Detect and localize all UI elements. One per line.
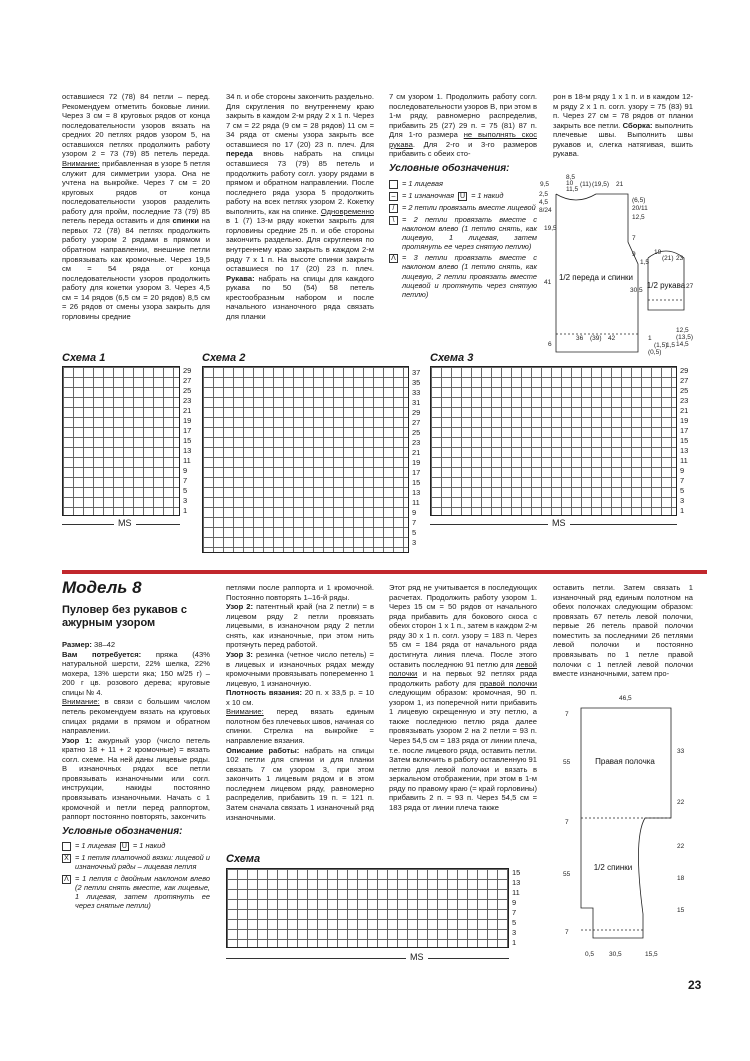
legend-item: Λ = 3 петли провязать вместе с наклоном влево (1 петлю снять, как лицевую, 2 петли провязать вместе лицевой и протянуть через снятую петлю)	[389, 253, 537, 299]
dim-label: 4,5	[539, 199, 549, 206]
schematic-label: 1/2 переда и спинки	[558, 273, 634, 282]
dim-label: 1,5	[640, 259, 650, 266]
dim-label: 10	[566, 180, 574, 187]
page-number: 23	[688, 978, 702, 992]
paragraph: Внимание: в связи с большим числом петель рекомендуем вязать на круговых спицах рядами в прямом и обратном направлении.	[62, 697, 210, 736]
svg-text:18: 18	[677, 875, 685, 882]
paragraph: Размер: 38–42	[62, 640, 116, 649]
schematic-label: 1/2 спинки	[593, 863, 633, 872]
ssk-icon: \	[389, 216, 398, 225]
dim-label: 27	[686, 283, 694, 290]
ms-rule	[430, 524, 548, 525]
dim-label: 1	[648, 335, 652, 342]
ms-rule	[570, 524, 677, 525]
dim-label: (11)	[580, 181, 592, 188]
svg-text:33: 33	[677, 748, 685, 755]
ms-label: MS	[552, 518, 566, 528]
dim-label: (39)	[590, 335, 602, 342]
dim-label: 21	[616, 181, 624, 188]
paragraph: Внимание: перед вязать единым полотном без плечевых швов, начиная со спинки. Стрелка на выкройке = направление вязания.	[226, 707, 374, 745]
row-numbers: 37 35 33 31 29 27 25 23 21 19 17 15 13 11 9 7 5 3	[412, 368, 421, 547]
dim-label: 42	[608, 335, 616, 342]
svg-text:7: 7	[565, 711, 569, 718]
legend-item: – = 1 изнаночная U = 1 накид	[389, 191, 537, 201]
legend-item: X = 1 петля платочной вязки: лицевой и изнаночный ряды – лицевая петля	[62, 853, 210, 871]
dim-label: (19,5)	[592, 181, 609, 188]
row-numbers: 29 27 25 23 21 19 17 15 13 11 9 7 5 3 1	[680, 366, 689, 515]
schematic-label: 1/2 рукава	[646, 281, 686, 290]
ms-label: MS	[118, 518, 132, 528]
text-column-7	[389, 583, 537, 813]
chart-title: Схема 2	[202, 352, 246, 364]
schematic-vest	[553, 688, 703, 966]
svg-text:0,5: 0,5	[585, 951, 595, 958]
dim-label: 19,5	[544, 225, 557, 232]
paragraph: рон в 18-м ряду 1 х 1 п. и в каждом 12-м ряду 2 х 1 п. согл. узору = 75 (83) 91 п. Через 27 см = 78 рядов от планки закрыть все петли. Сборка: выполнить плечевые швы. Выполнить швы рукавов и, слегка натягивая, вшить рукава.	[553, 92, 693, 159]
dim-label: 14,5	[676, 341, 689, 348]
ms-rule	[428, 958, 509, 959]
svg-text:55: 55	[563, 871, 571, 878]
front-outline	[581, 708, 671, 938]
legend-item: Λ = 1 петля с двойным наклоном влево (2 петли снять вместе, как лицевые, 1 лицевая, затем протянуть ее через снятые петли)	[62, 874, 210, 911]
row-numbers: 15 13 11 9 7 5 3 1	[512, 868, 521, 947]
legend-item: / = 2 петли провязать вместе лицевой	[389, 203, 537, 213]
dim-label: 9,5	[540, 181, 550, 188]
legend-item: = 1 лицевая U = 1 накид	[62, 841, 210, 851]
paragraph: Вам потребуется: пряжа (43% натуральной шерсти, 22% шелка, 22% мохера, 13% шерсти яка; 150 м/25 г) – 200 г цв. розового дерева; круговые спицы № 4.	[62, 649, 210, 697]
paragraph: Узор 1: ажурный узор (число петель кратно 18 + 11 + 2 кромочные) = вязать согл. схеме. На ней даны лицевые ряды. В изнаночных рядах все петли провязывать изнаночными или согл. инструкции, накиды постоянно провязывать изнаночными. Начать с 1 кромочной и петли перед раппортом, раппорт постоянно повторять, закончить	[62, 735, 210, 822]
section-divider	[62, 570, 707, 574]
paragraph: 34 п. и обе стороны закончить раздельно. Для скругления по внутреннему краю закрыть в каждом 2-м ряду 2 х 1 п. Через 7 см = 22 ряда (9 см = 28 рядов) 11 см = 34 ряда от смены узора закрыть все оставшиеся по 17 (20) 23 п. плеч. Для переда вновь набрать на спицы оставшиеся 73 (79) 85 петель и продолжить работу согл. узору рядами в прямом и обратном направлении. После последнего ряда узора 5 продолжить работу на всех петлях узором 2. Кокетку выполнить, как на спинке. Одновременно в 1 (7) 13-м ряду кокетки закрыть для горловины средние 25 п. и обе стороны закончить раздельно. Для скругления по внутреннему краю закрыть в каждом 2-м ряду 7 х 1 п. На высоте спинки закрыть оставшиеся по 17 (20) 23 п. плеч. Рукава: набрать на спицы для каждого рукава по 50 (54) 58 петель крестообразным набором и после начального изнаночного ряда связать для планки	[226, 92, 374, 321]
text-column-8	[553, 583, 693, 679]
dim-label: (13,5)	[676, 334, 693, 341]
svg-text:22: 22	[677, 843, 685, 850]
knitting-chart-1	[62, 366, 180, 516]
paragraph: Описание работы: набрать на спицы 102 петли для спинки и для планки связать 7 см узором 3, при этом закончить 1 лицевым рядом и в этом последнем лицевом ряду, равномерно распределив, прибавить 19 п. = 121 п. Затем сначала связать 1 изнаночный ряд изнаночными.	[226, 745, 374, 822]
dim-label: 41	[544, 279, 552, 286]
svg-text:7: 7	[565, 929, 569, 936]
ms-rule	[226, 958, 406, 959]
yarn-over-icon: U	[121, 843, 127, 851]
svg-text:46,5: 46,5	[619, 695, 632, 702]
k2tog-icon: /	[389, 204, 398, 213]
paragraph: петлями после раппорта и 1 кромочной. Постоянно повторять 1–16-й ряды.	[226, 583, 374, 602]
dim-label: 8,5	[566, 174, 576, 181]
ms-rule	[136, 524, 180, 525]
text-column-1	[62, 92, 210, 322]
knit-icon	[389, 180, 398, 189]
svg-text:55: 55	[563, 759, 571, 766]
dim-label: 19	[654, 249, 662, 256]
dim-label: 9	[632, 251, 636, 258]
dim-label: 6	[548, 341, 552, 348]
paragraph: оставшиеся 72 (78) 84 петли – перед. Рекомендуем отметить боковые линии. Через 3 см = 8 круговых рядов от конца последовательности узоров вязать на средних 20 петлях рядов узором 5, на оставшихся петлях продолжить работу узором 2 = 73 (79) 85 петель переда. Внимание: прибавленная в узоре 5 петля служит для симметрии узора. Она не учтена на выкройке. Через 7 см = 20 круговых рядов от конца последовательности узоров разделить работу для пройм, последние 73 (79) 85 петель переда оставить и для спинки на первых 72 (78) 84 петлях продолжить работу узором 2 рядами в прямом и обратном направлении, внешние петли провязывать как кромочные. Через 19,5 см = 54 ряда от конца последовательности узоров продолжить работу для кокетки узором 3. Через 4,5 см = 14 рядов (6,5 см = 20 рядов) 8,5 см = 26 рядов от смены узора закрыть для горловины средние	[62, 92, 210, 321]
legend-item: = 1 лицевая	[389, 179, 537, 189]
svg-text:15: 15	[677, 907, 685, 914]
knit-icon	[62, 842, 71, 851]
svg-text:15,5: 15,5	[645, 951, 658, 958]
dim-label: 7	[632, 235, 636, 242]
model-subtitle: Пуловер без рукавов с ажурным узором	[62, 604, 187, 630]
dim-label: 2,5	[539, 191, 549, 198]
legend-item: \ = 2 петли провязать вместе с наклоном влево (1 петлю снять, как лицевую, 1 лицевая, затем протянуть ее через снятую петлю)	[389, 215, 537, 252]
knitting-chart-3	[430, 366, 677, 516]
chart-title: Схема	[226, 853, 261, 865]
svg-text:30,5: 30,5	[609, 951, 622, 958]
paragraph: Плотность вязания: 20 п. х 33,5 р. = 10 х 10 см.	[226, 688, 374, 707]
dim-label: (6,5)	[632, 197, 646, 204]
text-column-5	[62, 640, 210, 912]
model-heading: Модель 8	[62, 578, 142, 597]
chart-title: Схема 3	[430, 352, 474, 364]
ms-label: MS	[410, 952, 424, 962]
text-column-3	[389, 92, 537, 301]
dim-label: 8/24	[539, 207, 552, 214]
text-column-4	[553, 92, 693, 159]
paragraph: Этот ряд не учитывается в последующих расчетах. Продолжить работу узором 1. Через 15 см = 50 рядов от начального ряда прибавить для бокового скоса с обеих сторон 1 х 1 п., затем в каждом 2-м ряду 30 х 1 п. согл. узору = 183 п. Через 55 см = 184 ряда от начального ряда достигнута линия плеча. После этого оставить последнюю 91 петлю для левой полочки и на первых 92 петлях ряда продолжить работу для правой полочки следующим образом: кромочная, 90 п. узором 1, из поперечной нити прибавить 1 лицевую скрещенную и эту петлю, а также последнюю петлю ряда далее провязывать узором 2 на 2 петли = 93 п. Через 54,5 см = 183 ряда от линии плеча, т.е. после лицевого ряда, оставить петли. Затем включить в работу оставленную 91 петлю для левой полочки и вязать в зеркальном отображении, при этом в 1-м ряду по правому краю (= край горловины) прибавить 2 п. = 93 п. Через 54,5 см = 183 ряда от линии плеча также	[389, 583, 537, 812]
svg-text:7: 7	[565, 819, 569, 826]
svg-text:22: 22	[677, 799, 685, 806]
text-column-6	[226, 583, 374, 822]
dim-label: 30,5	[630, 287, 643, 294]
dim-label: 20/11	[632, 205, 648, 212]
legend-title: Условные обозначения:	[62, 825, 183, 837]
dim-label: 12,5	[632, 214, 645, 221]
garter-icon: X	[62, 854, 71, 863]
yarn-over-icon: U	[460, 192, 466, 200]
ms-rule	[62, 524, 114, 525]
purl-icon: –	[389, 192, 398, 201]
dim-label: 23	[676, 255, 684, 262]
paragraph: оставить петли. Затем связать 1 изнаночный ряд единым полотном на обеих полочках следующим образом: провязать 67 петель левой полочки, первые 26 петель правой полочки поместить за последними 26 петлями левой полочки и постоянно провязывать по 1 петле правой полочки с 1 петлей левой полочки вместе изнаночными, затем про-	[553, 583, 693, 679]
row-numbers: 29 27 25 23 21 19 17 15 13 11 9 7 5 3 1	[183, 366, 192, 515]
dim-label: 11,5	[566, 186, 579, 193]
paragraph: 7 см узором 1. Продолжить работу согл. последовательности узоров B, при этом в 1-м ряду, равномерно распределив, прибавить 25 (27) 29 п. = 75 (81) 87 п. Для 1-го размера не выполнять скос рукава. Для 2-го и 3-го размеров прибавить с обеих сто-	[389, 92, 537, 159]
text-column-2	[226, 92, 374, 322]
paragraph: Узор 3: резинка (четное число петель) = в лицевых и изнаночных рядах между кромочными провязывать попеременно 1 лицевую, 1 изнаночную.	[226, 649, 374, 688]
dim-label: 36	[576, 335, 584, 342]
schematic-sweater	[536, 172, 696, 362]
schematic-label: Правая полочка	[595, 757, 655, 766]
dim-label: (1,5)	[654, 342, 668, 349]
paragraph: Узор 2: патентный край (на 2 петли) = в лицевом ряду 2 петли провязать лицевыми, в изнаночном ряду 2 петли снять, как изнаночные, при этом нить протянуть перед работой.	[226, 602, 374, 650]
knitting-chart-2	[202, 366, 409, 553]
dim-label: 12,5	[676, 327, 689, 334]
dim-label: (0,5)	[648, 349, 662, 356]
legend-title: Условные обозначения:	[389, 162, 510, 174]
knitting-chart-bottom	[226, 868, 509, 948]
k3tog-icon: Λ	[389, 254, 398, 263]
dim-label: (21)	[662, 255, 674, 262]
dim-label: 1,5	[666, 342, 676, 349]
chart-title: Схема 1	[62, 352, 106, 364]
double-decrease-icon: Λ	[62, 875, 71, 884]
